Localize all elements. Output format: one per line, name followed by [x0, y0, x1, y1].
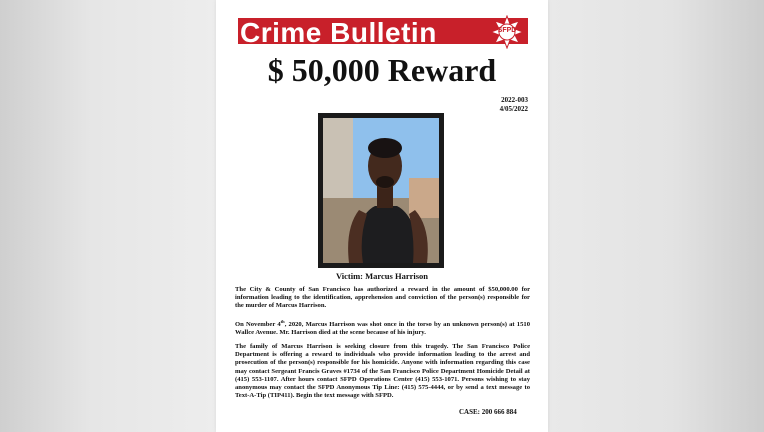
sfpd-star-badge-icon	[490, 15, 524, 49]
victim-photo	[323, 118, 439, 263]
case-number: CASE: 200 666 884	[459, 408, 517, 416]
reward-heading: $ 50,000 Reward	[267, 52, 497, 88]
incident-text-rest: , 2020, Marcus Harrison was shot once in the torso by an unknown person(s) at 1510 Wallce Avenue. Mr. Harrison died at the scene because of his injury.	[235, 321, 530, 337]
bulletin-meta	[500, 96, 528, 114]
badge-text: SFPD	[497, 27, 517, 34]
victim-photo-frame	[318, 113, 444, 268]
incident-paragraph	[235, 318, 530, 338]
reward-paragraph: The City & County of San Francisco has authorized a reward in the amount of $50,000.00 for information leading to the identification, apprehension and conviction of the person(s) responsible for the murder of Marcus Harrison.	[235, 286, 530, 310]
bulletin-number: 2022-003	[501, 96, 528, 104]
victim-caption: Victim: Marcus Harrison	[335, 271, 429, 281]
contact-paragraph: The family of Marcus Harrison is seeking closure from this tragedy. The San Francisco Police Department is offering a reward to individuals who provide information leading to the arrest and prosecution of the person(s) responsible for his homicide. Anyone with information regarding this case may contact Sergeant Francis Graves #1734 of the San Francisco Police Department Homicide Detail at (415) 553-1107. After hours contact SFPD Operations Center (415) 553-1071. Persons wishing to stay anonymous may contact the SFPD Anonymous Tip Line: (415) 575-4444, or by send a text message to Text-A-Tip (TIP411). Begin the text message with SFPD.	[235, 343, 530, 400]
ordinal-suffix: th	[280, 319, 285, 324]
incident-text-start: On November 4	[235, 321, 281, 329]
bulletin-date: 4/05/2022	[499, 105, 528, 113]
crime-bulletin-banner	[238, 17, 528, 48]
banner-title: Crime Bulletin	[240, 17, 437, 48]
bulletin-page	[216, 0, 548, 432]
